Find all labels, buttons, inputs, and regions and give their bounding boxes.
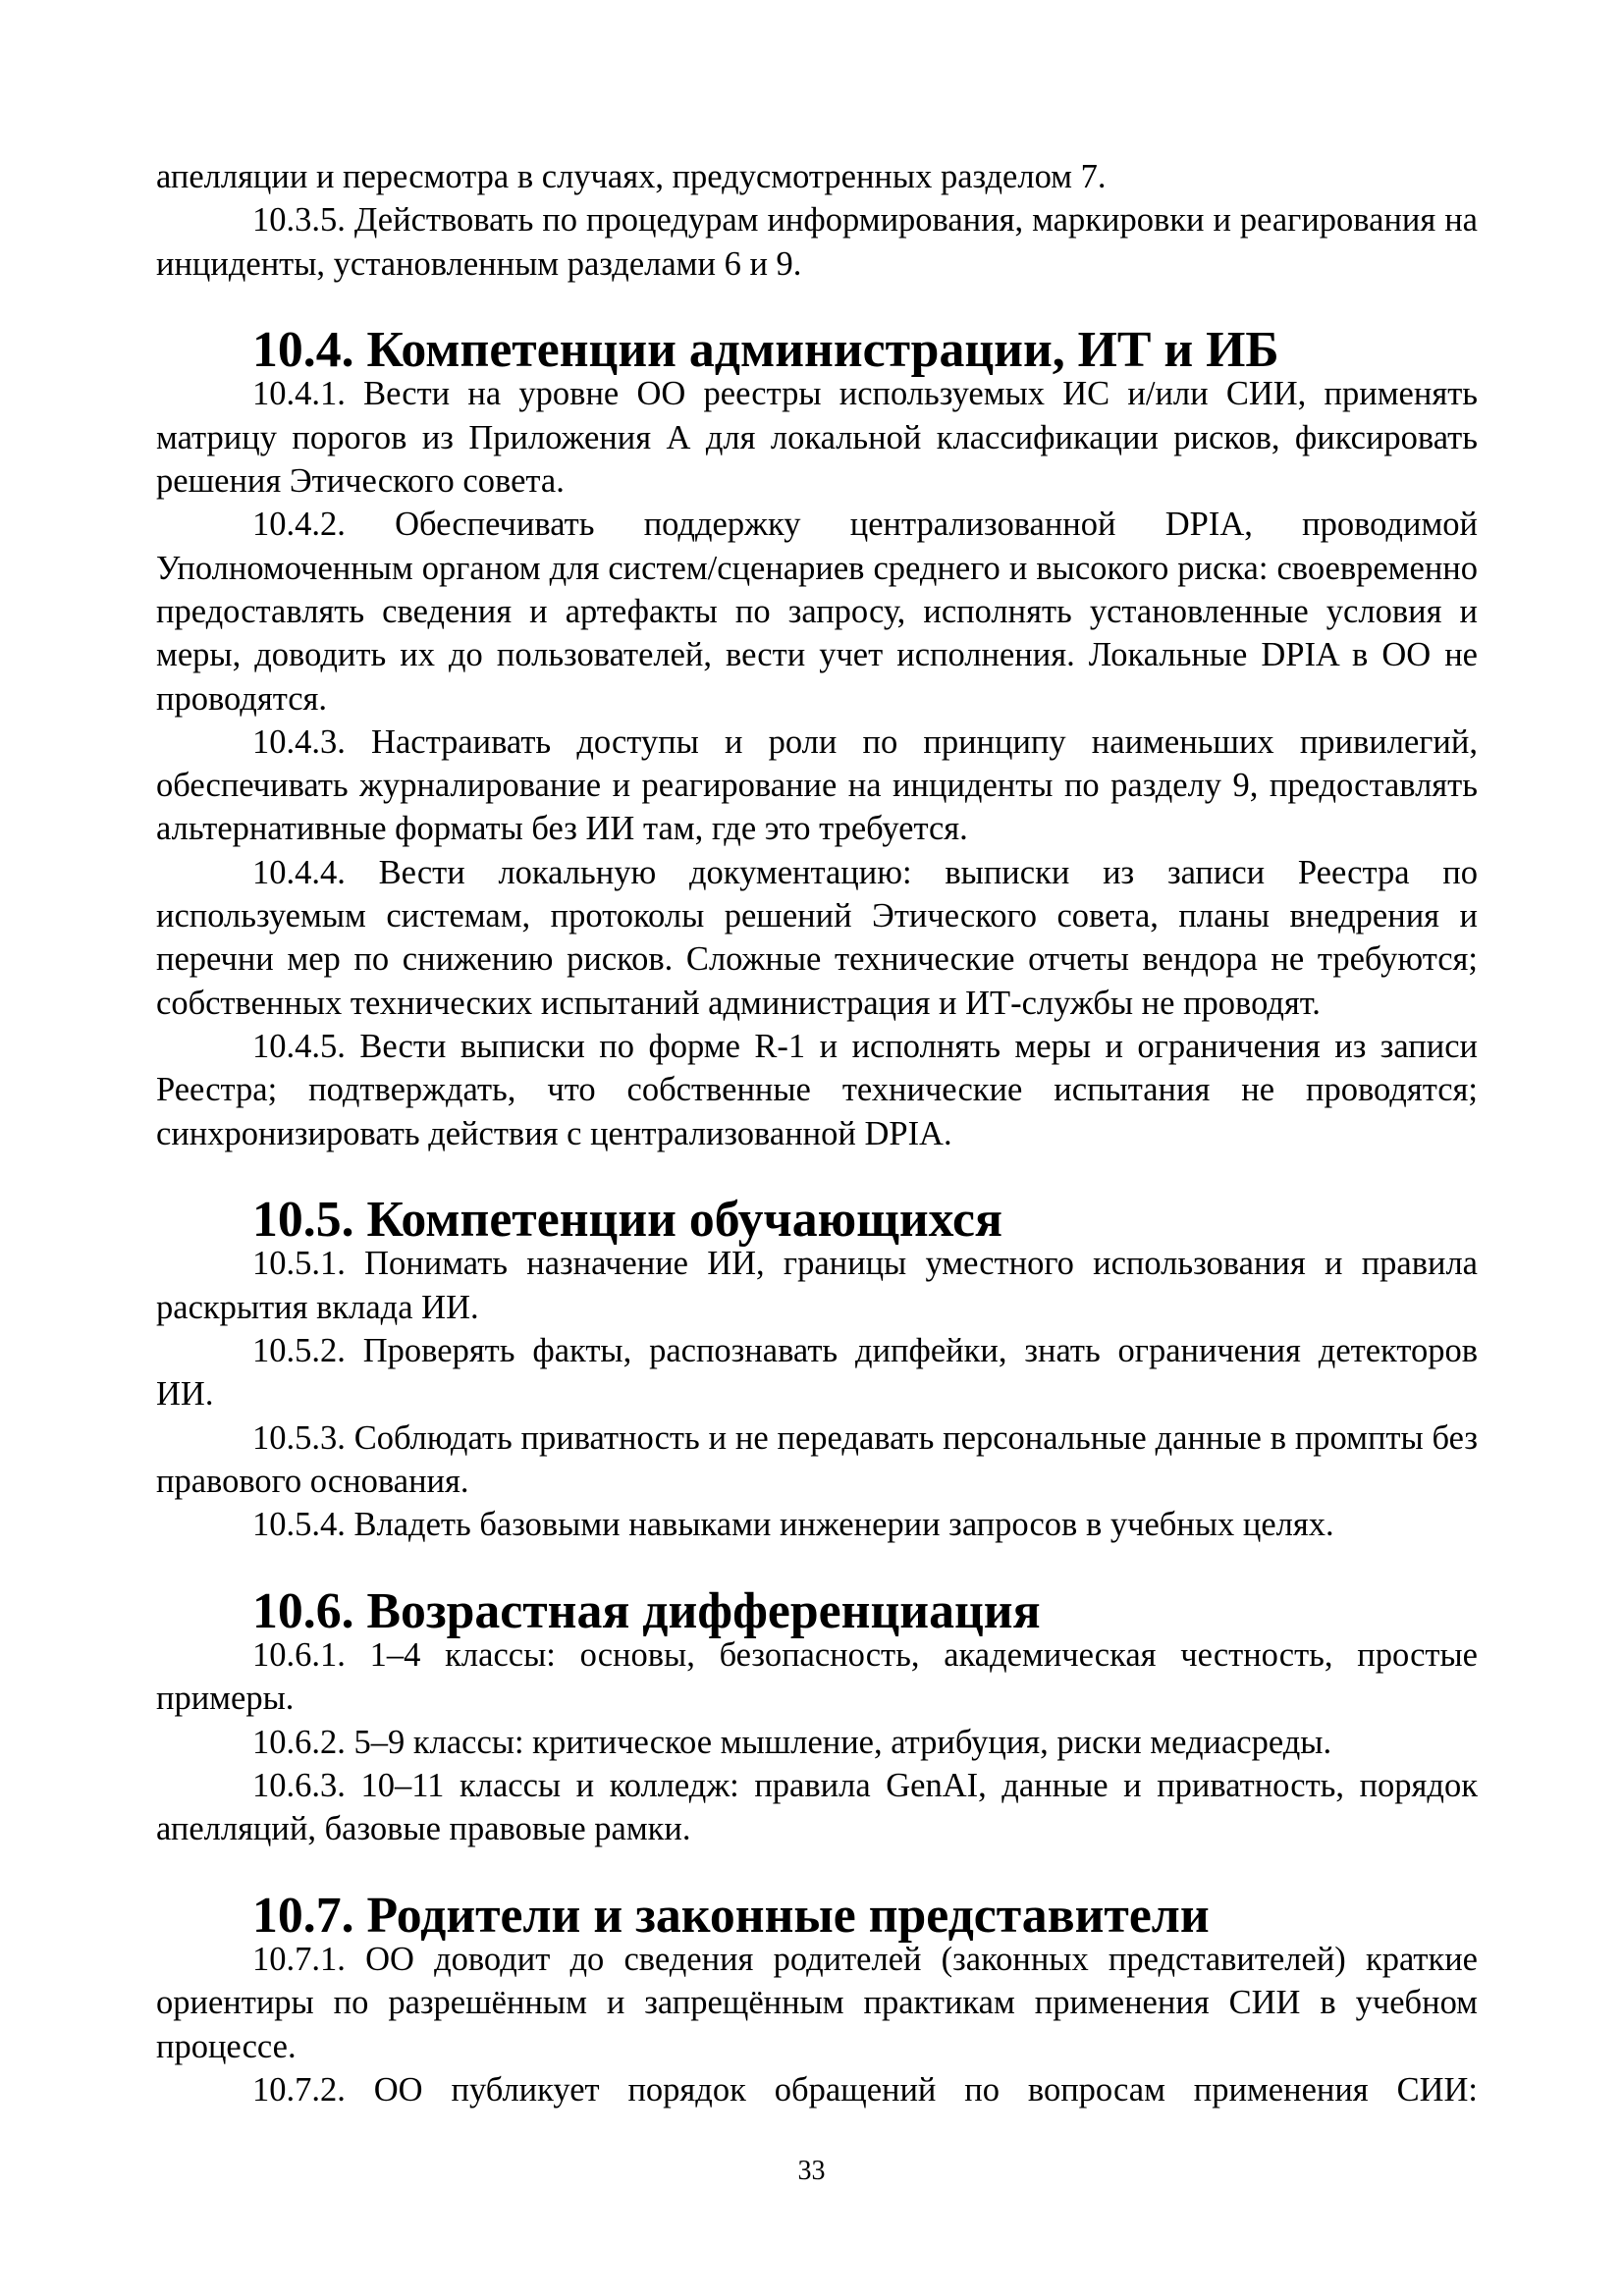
section-heading-10-7: 10.7. Родители и законные представители bbox=[252, 1887, 1210, 1944]
paragraph-10-6-3: 10.6.3. 10–11 классы и колледж: правила GenAI, данные и приватность, порядок апелляций, базовые правовые рамки. bbox=[156, 1766, 1478, 1848]
paragraph-10-5-1: 10.5.1. Понимать назначение ИИ, границы уместного использования и правила раскрытия вклада ИИ. bbox=[156, 1245, 1478, 1326]
paragraph-10-4-5: 10.4.5. Вести выписки по форме R-1 и исполнять меры и ограничения из записи Реестра; подтверждать, что собственные технические испытания не проводятся; синхронизировать действия с централизованной DPIA. bbox=[156, 1027, 1478, 1152]
section-heading-10-5: 10.5. Компетенции обучающихся bbox=[252, 1192, 1003, 1249]
paragraph-10-5-4: 10.5.4. Владеть базовыми навыками инженерии запросов в учебных целях. bbox=[252, 1506, 1334, 1544]
paragraph-10-3-5: 10.3.5. Действовать по процедурам информирования, маркировки и реагирования на инциденты, установленным разделами 6 и 9. bbox=[156, 201, 1478, 283]
paragraph-10-7-2: 10.7.2. ОО публикует порядок обращений по вопросам применения СИИ: bbox=[252, 2071, 1478, 2109]
paragraph-10-4-3: 10.4.3. Настраивать доступы и роли по принципу наименьших привилегий, обеспечивать журналирование и реагирование на инциденты по разделу 9, предоставлять альтернативные форматы без ИИ там, где это требуется. bbox=[156, 722, 1478, 848]
document-page bbox=[156, 155, 1478, 2111]
page-number: 33 bbox=[797, 2156, 826, 2186]
section-heading-10-4: 10.4. Компетенции администрации, ИТ и ИБ bbox=[252, 322, 1279, 379]
paragraph-10-7-1: 10.7.1. ОО доводит до сведения родителей (законных представителей) краткие ориентиры по разрешённым и запрещённым практикам применения СИИ в учебном процессе. bbox=[156, 1941, 1478, 2065]
paragraph-10-6-2: 10.6.2. 5–9 классы: критическое мышление, атрибуция, риски медиасреды. bbox=[252, 1723, 1332, 1761]
paragraph-10-4-4: 10.4.4. Вести локальную документацию: выписки из записи Реестра по используемым системам, протоколы решений Этического совета, планы внедрения и перечни мер по снижению рисков. Сложные технические отчеты вендора не требуются; собственных технических испытаний администрация и ИТ-службы не проводят. bbox=[156, 853, 1478, 1022]
paragraph-continuation: апелляции и пересмотра в случаях, предусмотренных разделом 7. bbox=[156, 158, 1107, 195]
paragraph-10-6-1: 10.6.1. 1–4 классы: основы, безопасность, академическая честность, простые примеры. bbox=[156, 1636, 1478, 1718]
paragraph-10-4-2: 10.4.2. Обеспечивать поддержку централизованной DPIA, проводимой Уполномоченным органом для систем/сценариев среднего и высокого риска: своевременно предоставлять сведения и артефакты по запросу, исполнять установленные условия и меры, доводить их до пользователей, вести учет исполнения. Локальные DPIA в ОО не проводятся. bbox=[156, 506, 1478, 718]
paragraph-10-4-1: 10.4.1. Вести на уровне ОО реестры используемых ИС и/или СИИ, применять матрицу порогов из Приложения А для локальной классификации рисков, фиксировать решения Этического совета. bbox=[156, 375, 1478, 501]
paragraph-10-5-2: 10.5.2. Проверять факты, распознавать дипфейки, знать ограничения детекторов ИИ. bbox=[156, 1332, 1478, 1414]
section-heading-10-6: 10.6. Возрастная дифференциация bbox=[252, 1582, 1041, 1639]
paragraph-10-5-3: 10.5.3. Соблюдать приватность и не передавать персональные данные в промпты без правового основания. bbox=[156, 1418, 1478, 1500]
